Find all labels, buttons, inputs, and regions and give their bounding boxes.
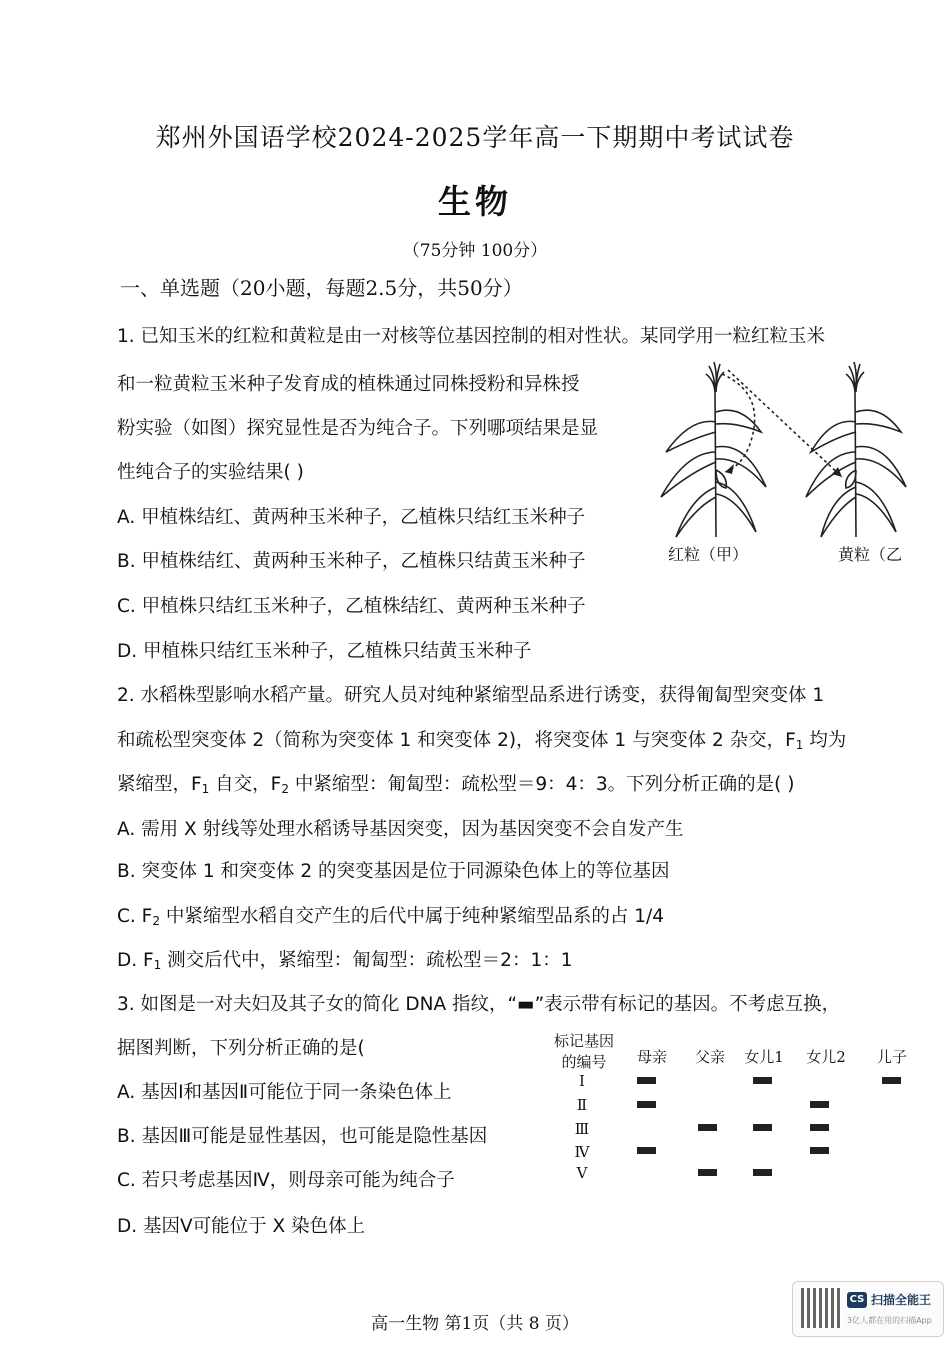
marker-band-row-1-son [882, 1077, 901, 1084]
q2-stem-line-1: 2. 水稻株型影响水稻产量。研究人员对纯种紧缩型品系进行诱变，获得匍匐型突变体 1 [117, 685, 825, 706]
q1-stem-line-2: 和一粒黄粒玉米种子发育成的植株通过同株授粉和异株授 [117, 374, 580, 395]
row-label-1: Ⅰ [579, 1072, 585, 1090]
subject-title: 生物 [438, 182, 512, 221]
col-header-daughter-2: 女儿2 [806, 1048, 846, 1066]
col-header-mother: 母亲 [636, 1048, 667, 1066]
marker-band-row-1-mother [637, 1077, 656, 1084]
table-header-label-line-1: 标记基因 [553, 1032, 614, 1050]
q2-stem-line-3: 紧缩型，$F_1$ 自交，$F_2$ 中紧缩型：匍匐型：疏松型＝9：4：3。下列分析正确的是( ) [117, 774, 795, 796]
scanner-app-name: 扫描全能王 [871, 1293, 932, 1307]
q1-option-b: B. 甲植株结红、黄两种玉米种子，乙植株只结黄玉米种子 [117, 551, 586, 572]
q2-option-d: D. $F_1$ 测交后代中，紧缩型：匍匐型：疏松型＝2：1：1 [117, 950, 573, 972]
q3-option-a: A. 基因Ⅰ和基因Ⅱ可能位于同一条染色体上 [117, 1082, 452, 1103]
q1-stem-line-4: 性纯合子的实验结果( ) [117, 462, 304, 483]
row-label-5: Ⅴ [576, 1164, 588, 1182]
q3-stem-line-2: 据图判断，下列分析正确的是( [117, 1038, 365, 1059]
cross-pollination-arrow [728, 370, 842, 477]
q1-option-c: C. 甲植株只结红玉米种子，乙植株结红、黄两种玉米种子 [117, 596, 586, 617]
q2-option-b: B. 突变体 1 和突变体 2 的突变基因是位于同源染色体上的等位基因 [117, 861, 670, 882]
marker-band-row-4-mother [637, 1147, 656, 1154]
q2-option-c: C. $F_2$ 中紧缩型水稻自交产生的后代中属于纯种紧缩型品系的占 1/4 [117, 906, 665, 928]
exam-duration: （75分钟 100分） [402, 241, 548, 261]
q3-stem-line-1: 3. 如图是一对夫妇及其子女的简化 DNA 指纹，“▬”表示带有标记的基因。不考虑互换， [117, 994, 841, 1015]
marker-band-row-3-father [698, 1124, 717, 1131]
q1-stem-line-1: 1. 已知玉米的红粒和黄粒是由一对核等位基因控制的相对性状。某同学用一粒红粒玉米 [117, 326, 826, 347]
marker-band-row-5-father [698, 1169, 717, 1176]
qr-code-icon [801, 1288, 841, 1328]
marker-band-row-3-daughter-2 [810, 1124, 829, 1131]
corn-plant-jia [661, 362, 766, 537]
corn-plant-yi [806, 362, 906, 537]
row-label-3: Ⅲ [574, 1120, 590, 1138]
q3-option-d: D. 基因Ⅴ可能位于 X 染色体上 [117, 1216, 366, 1237]
row-label-4: Ⅳ [574, 1143, 590, 1161]
q3-option-c: C. 若只考虑基因Ⅳ，则母亲可能为纯合子 [117, 1170, 455, 1191]
plant-label-yi: 黄粒（乙 [838, 545, 903, 564]
plant-label-jia: 红粒（甲） [668, 545, 749, 564]
corn-plants-figure [630, 352, 930, 542]
exam-title: 郑州外国语学校2024-2025学年高一下期期中考试试卷 [155, 123, 795, 152]
marker-band-row-2-mother [637, 1101, 656, 1108]
q2-option-a: A. 需用 X 射线等处理水稻诱导基因突变，因为基因突变不会自发产生 [117, 819, 684, 840]
scanner-watermark [792, 1281, 944, 1337]
table-header-label-line-2: 的编号 [561, 1053, 607, 1071]
marker-band-row-5-daughter-1 [753, 1169, 772, 1176]
page-footer: 高一生物 第1页（共 8 页） [371, 1314, 579, 1334]
marker-band-row-4-daughter-2 [810, 1147, 829, 1154]
scanner-logo: CS [847, 1292, 867, 1308]
marker-band-row-1-daughter-1 [753, 1077, 772, 1084]
scanner-tagline: 3亿人都在用的扫描App [847, 1316, 932, 1325]
q3-option-b: B. 基因Ⅲ可能是显性基因，也可能是隐性基因 [117, 1126, 488, 1147]
marker-band-row-3-daughter-1 [753, 1124, 772, 1131]
q1-option-d: D. 甲植株只结红玉米种子，乙植株只结黄玉米种子 [117, 641, 532, 662]
col-header-daughter-1: 女儿1 [744, 1048, 784, 1066]
col-header-father: 父亲 [694, 1048, 725, 1066]
q2-stem-line-2: 和疏松型突变体 2（简称为突变体 1 和突变体 2)，将突变体 1 与突变体 2 杂交，$F_1$ 均为 [117, 730, 847, 752]
col-header-son: 儿子 [876, 1048, 907, 1066]
marker-band-row-2-daughter-2 [810, 1101, 829, 1108]
q1-option-a: A. 甲植株结红、黄两种玉米种子，乙植株只结红玉米种子 [117, 507, 586, 528]
q1-stem-line-3: 粉实验（如图）探究显性是否为纯合子。下列哪项结果是显 [117, 418, 599, 439]
row-label-2: Ⅱ [576, 1096, 588, 1114]
section-heading: 一、单选题（20小题，每题2.5分，共50分） [120, 276, 523, 300]
